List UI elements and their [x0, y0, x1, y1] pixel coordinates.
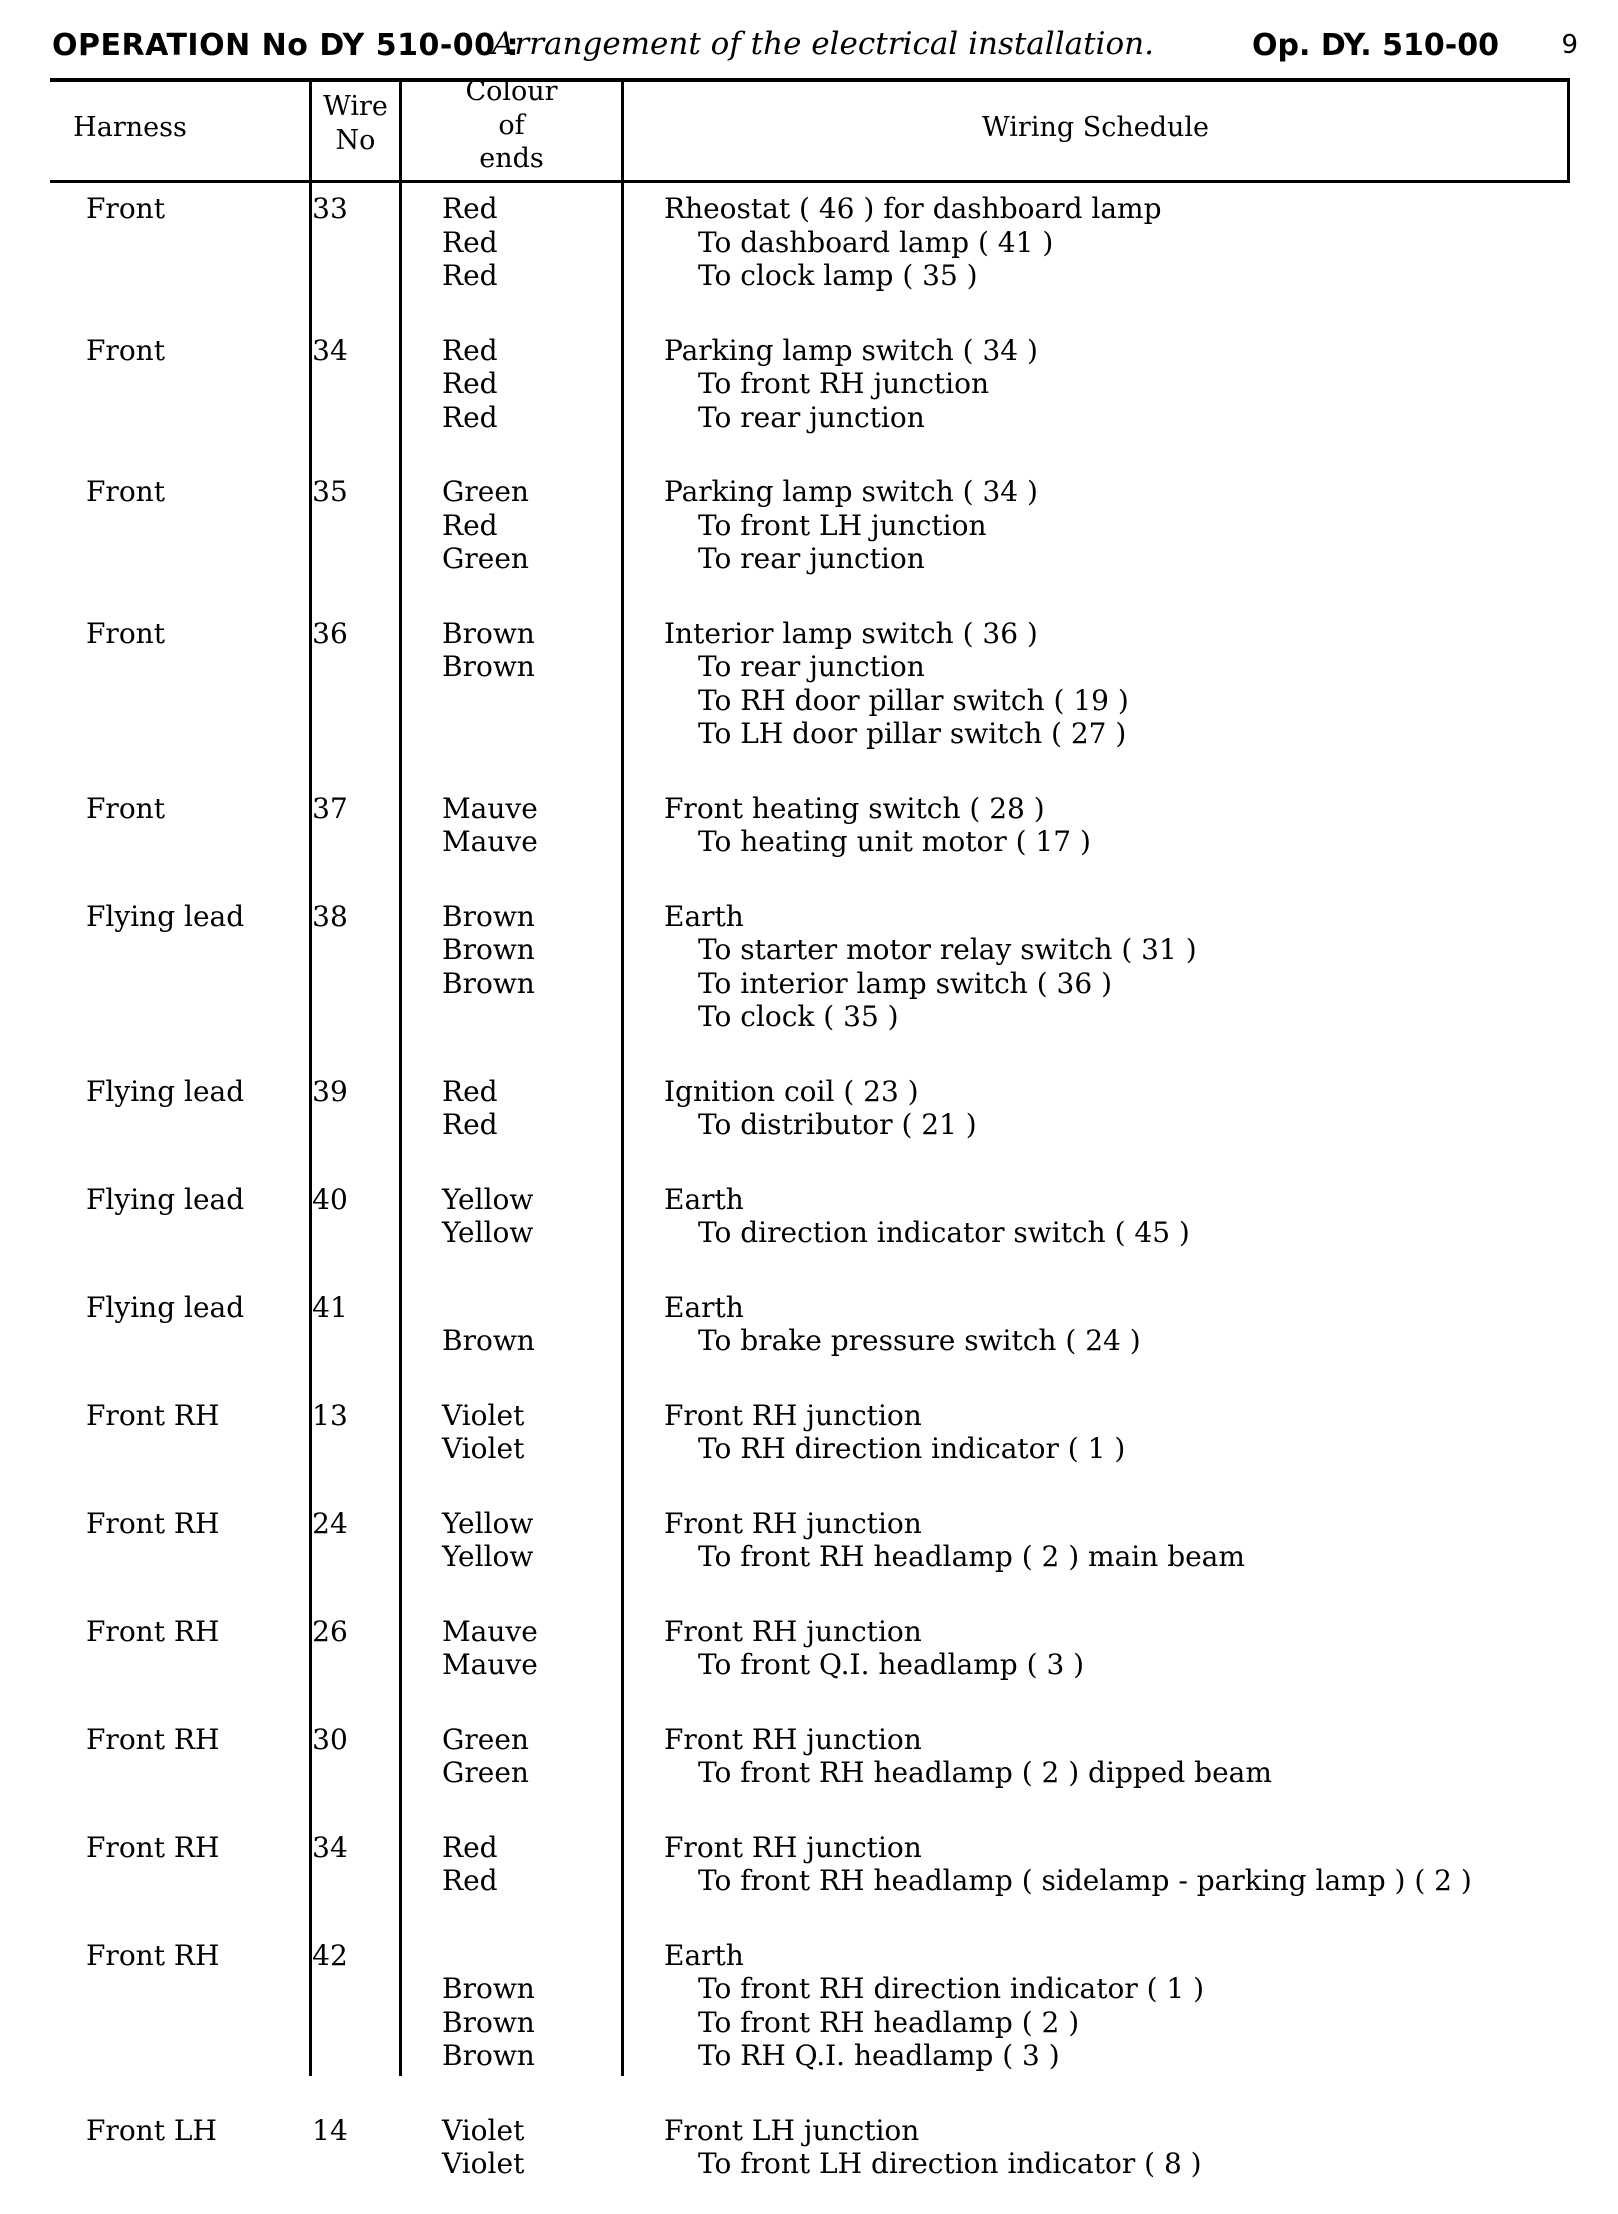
schedule-cell [664, 1507, 1570, 1574]
harness-cell: Front [86, 475, 165, 508]
table-row [50, 1067, 1570, 1175]
wire-no-cell: 13 [312, 1398, 348, 1432]
harness-cell: Front [86, 333, 165, 367]
colour-cell [442, 1831, 498, 1898]
header-line: Wire [323, 91, 388, 122]
colour-cell [442, 1615, 538, 1682]
colour-cell [442, 334, 498, 435]
colour-entry: Yellow [442, 1540, 534, 1573]
colour-cell [442, 1723, 529, 1790]
schedule-destination: To front RH direction indicator ( 1 ) [698, 1972, 1205, 2005]
schedule-source: Earth [664, 899, 744, 933]
colour-cell [442, 900, 535, 1001]
header-line: Colour [465, 76, 558, 107]
header-line: No [335, 124, 376, 156]
table-row [50, 892, 1570, 1067]
schedule-cell [664, 792, 1570, 859]
colour-cell [442, 1507, 533, 1574]
harness-cell: Front RH [86, 1722, 220, 1756]
schedule-destination: To RH Q.I. headlamp ( 3 ) [698, 2039, 1060, 2072]
colour-entry: Brown [442, 966, 535, 1000]
colour-entry: Green [442, 475, 529, 508]
column-header-wire-no [312, 90, 399, 157]
harness-cell: Front RH [86, 1614, 220, 1648]
table-row [50, 467, 1570, 609]
schedule-destination: To starter motor relay switch ( 31 ) [698, 933, 1197, 966]
schedule-cell [664, 2114, 1570, 2181]
colour-entry: Yellow [442, 1216, 534, 1249]
table-row [50, 326, 1570, 468]
schedule-destination: To front LH direction indicator ( 8 ) [698, 2147, 1202, 2180]
schedule-destination: To clock lamp ( 35 ) [698, 259, 978, 292]
table-row [50, 1607, 1570, 1715]
harness-cell: Front [86, 192, 165, 225]
table-row [50, 1823, 1570, 1931]
wire-no-cell: 26 [312, 1614, 348, 1648]
table-row [50, 1715, 1570, 1823]
schedule-destination: To rear junction [698, 650, 925, 683]
schedule-cell [664, 900, 1570, 1034]
schedule-destination: To rear junction [698, 400, 925, 434]
colour-entry: Violet [442, 1398, 525, 1432]
wire-no-cell: 34 [312, 333, 348, 367]
colour-entry: Green [442, 542, 529, 575]
colour-entry: Violet [442, 2113, 525, 2147]
colour-cell [442, 192, 498, 293]
schedule-destination: To front RH headlamp ( 2 ) main beam [698, 1540, 1245, 1573]
colour-entry: Brown [442, 933, 535, 966]
colour-entry: Brown [442, 1972, 535, 2005]
table-row [50, 1283, 1570, 1391]
wire-no-cell: 35 [312, 475, 348, 508]
wire-no-cell: 34 [312, 1830, 348, 1864]
schedule-source: Earth [664, 1938, 744, 1972]
colour-entry: Mauve [442, 1648, 538, 1681]
colour-entry: Red [442, 225, 498, 259]
colour-cell [442, 617, 535, 684]
schedule-source: Ignition coil ( 23 ) [664, 1074, 919, 1108]
schedule-destination: To front RH headlamp ( 2 ) dipped beam [698, 1756, 1272, 1789]
schedule-source: Front RH junction [664, 1398, 922, 1432]
colour-entry: Mauve [442, 825, 538, 858]
colour-entry: Brown [442, 650, 535, 683]
column-header-schedule: Wiring Schedule [982, 112, 1209, 143]
colour-entry: Red [442, 508, 498, 542]
colour-entry: Brown [442, 2005, 535, 2039]
schedule-source: Parking lamp switch ( 34 ) [664, 333, 1038, 367]
schedule-source: Parking lamp switch ( 34 ) [664, 475, 1038, 508]
harness-cell: Front RH [86, 1938, 220, 1972]
schedule-destination: To front RH junction [698, 367, 989, 400]
schedule-cell [664, 1291, 1570, 1358]
colour-cell [442, 475, 529, 576]
colour-entry: Yellow [442, 1506, 534, 1540]
schedule-cell [664, 192, 1570, 293]
colour-entry: Red [442, 400, 498, 434]
schedule-source: Interior lamp switch ( 36 ) [664, 616, 1038, 650]
table-header-rule [50, 180, 1570, 183]
schedule-source: Front LH junction [664, 2113, 920, 2147]
colour-entry: Red [442, 367, 498, 400]
table-row [50, 784, 1570, 892]
schedule-destination: To front Q.I. headlamp ( 3 ) [698, 1648, 1085, 1681]
schedule-source: Front RH junction [664, 1614, 922, 1648]
harness-cell: Flying lead [86, 1074, 245, 1108]
schedule-cell [664, 1075, 1570, 1142]
table-row [50, 1391, 1570, 1499]
table-row [50, 1499, 1570, 1607]
colour-entry: Green [442, 1756, 529, 1789]
harness-cell: Front RH [86, 1398, 220, 1432]
schedule-destination: To front RH headlamp ( sidelamp - parking lamp ) ( 2 ) [698, 1864, 1472, 1897]
schedule-cell [664, 1831, 1570, 1898]
table-row [50, 184, 1570, 326]
harness-cell: Front [86, 616, 165, 650]
schedule-cell [664, 1615, 1570, 1682]
schedule-destination: To rear junction [698, 542, 925, 575]
schedule-source: Front RH junction [664, 1830, 922, 1864]
colour-entry: Red [442, 1074, 498, 1108]
harness-cell: Front [86, 791, 165, 825]
wire-no-cell: 37 [312, 791, 348, 825]
colour-cell [442, 1075, 498, 1142]
schedule-destination: To front LH junction [698, 508, 987, 542]
colour-entry: Brown [442, 2039, 535, 2072]
operation-title: Arrangement of the electrical installation. [492, 26, 1154, 62]
colour-entry [442, 1939, 535, 1973]
schedule-cell [664, 1399, 1570, 1466]
colour-entry: Green [442, 1722, 529, 1756]
colour-cell [442, 1183, 533, 1250]
schedule-destination: To RH door pillar switch ( 19 ) [698, 683, 1129, 717]
colour-entry: Red [442, 333, 498, 367]
schedule-source: Earth [664, 1290, 744, 1324]
schedule-source: Front RH junction [664, 1722, 922, 1756]
wire-no-cell: 30 [312, 1722, 348, 1756]
schedule-cell [664, 1939, 1570, 2073]
schedule-destination: To LH door pillar switch ( 27 ) [698, 717, 1127, 750]
schedule-destination: To distributor ( 21 ) [698, 1108, 977, 1141]
table-top-rule [50, 78, 1570, 82]
schedule-source: Rheostat ( 46 ) for dashboard lamp [664, 192, 1162, 225]
table-row [50, 2106, 1570, 2214]
colour-entry: Red [442, 259, 498, 292]
schedule-cell [664, 1183, 1570, 1250]
schedule-destination: To heating unit motor ( 17 ) [698, 825, 1091, 858]
colour-entry: Red [442, 1864, 498, 1897]
table-row [50, 1175, 1570, 1283]
colour-entry: Violet [442, 1432, 525, 1465]
colour-cell [442, 1399, 524, 1466]
colour-cell [442, 2114, 524, 2181]
wire-no-cell: 42 [312, 1938, 348, 1972]
colour-entry: Red [442, 1830, 498, 1864]
schedule-destination: To interior lamp switch ( 36 ) [698, 966, 1113, 1000]
colour-entry: Yellow [442, 1182, 534, 1216]
colour-entry: Red [442, 1108, 498, 1141]
wire-no-cell: 36 [312, 616, 348, 650]
colour-entry [442, 1291, 535, 1325]
wire-no-cell: 40 [312, 1182, 348, 1216]
table-body [50, 184, 1570, 2214]
colour-entry: Brown [442, 616, 535, 650]
schedule-source: Earth [664, 1182, 744, 1216]
schedule-cell [664, 617, 1570, 751]
schedule-destination: To direction indicator switch ( 45 ) [698, 1216, 1190, 1249]
schedule-destination: To brake pressure switch ( 24 ) [698, 1324, 1141, 1357]
operation-number: OPERATION No DY 510-00 : [52, 28, 519, 63]
colour-entry: Brown [442, 899, 535, 933]
colour-entry: Red [442, 192, 498, 225]
schedule-cell [664, 475, 1570, 576]
wire-no-cell: 24 [312, 1506, 348, 1540]
table-row [50, 1931, 1570, 2106]
schedule-source: Front heating switch ( 28 ) [664, 791, 1045, 825]
operation-reference: Op. DY. 510-00 [1252, 28, 1499, 63]
colour-entry: Brown [442, 1324, 535, 1357]
wiring-table [50, 76, 1570, 2180]
page-header [52, 22, 1578, 70]
schedule-cell [664, 334, 1570, 435]
schedule-destination: To front RH headlamp ( 2 ) [698, 2005, 1080, 2039]
harness-cell: Front LH [86, 2113, 217, 2147]
colour-cell [442, 792, 538, 859]
wire-no-cell: 33 [312, 192, 348, 225]
column-header-colour [402, 75, 621, 176]
harness-cell: Front RH [86, 1830, 220, 1864]
colour-entry: Mauve [442, 1614, 538, 1648]
colour-cell [442, 1939, 535, 2073]
wire-no-cell: 14 [312, 2113, 348, 2147]
colour-entry: Mauve [442, 791, 538, 825]
wire-no-cell: 38 [312, 899, 348, 933]
schedule-source: Front RH junction [664, 1506, 922, 1540]
harness-cell: Flying lead [86, 1290, 245, 1324]
harness-cell: Front RH [86, 1506, 220, 1540]
page-number: 9 [1561, 30, 1578, 60]
schedule-destination: To dashboard lamp ( 41 ) [698, 225, 1054, 259]
header-line: of [498, 109, 525, 141]
colour-entry: Violet [442, 2147, 525, 2180]
schedule-cell [664, 1723, 1570, 1790]
harness-cell: Flying lead [86, 899, 245, 933]
schedule-destination: To RH direction indicator ( 1 ) [698, 1432, 1126, 1465]
table-right-border [1567, 82, 1570, 180]
wire-no-cell: 41 [312, 1290, 348, 1324]
schedule-destination: To clock ( 35 ) [698, 1000, 899, 1033]
wire-no-cell: 39 [312, 1074, 348, 1108]
colour-cell [442, 1291, 535, 1358]
harness-cell: Flying lead [86, 1182, 245, 1216]
table-row [50, 609, 1570, 784]
column-header-harness: Harness [73, 112, 187, 143]
header-line: ends [479, 143, 544, 174]
